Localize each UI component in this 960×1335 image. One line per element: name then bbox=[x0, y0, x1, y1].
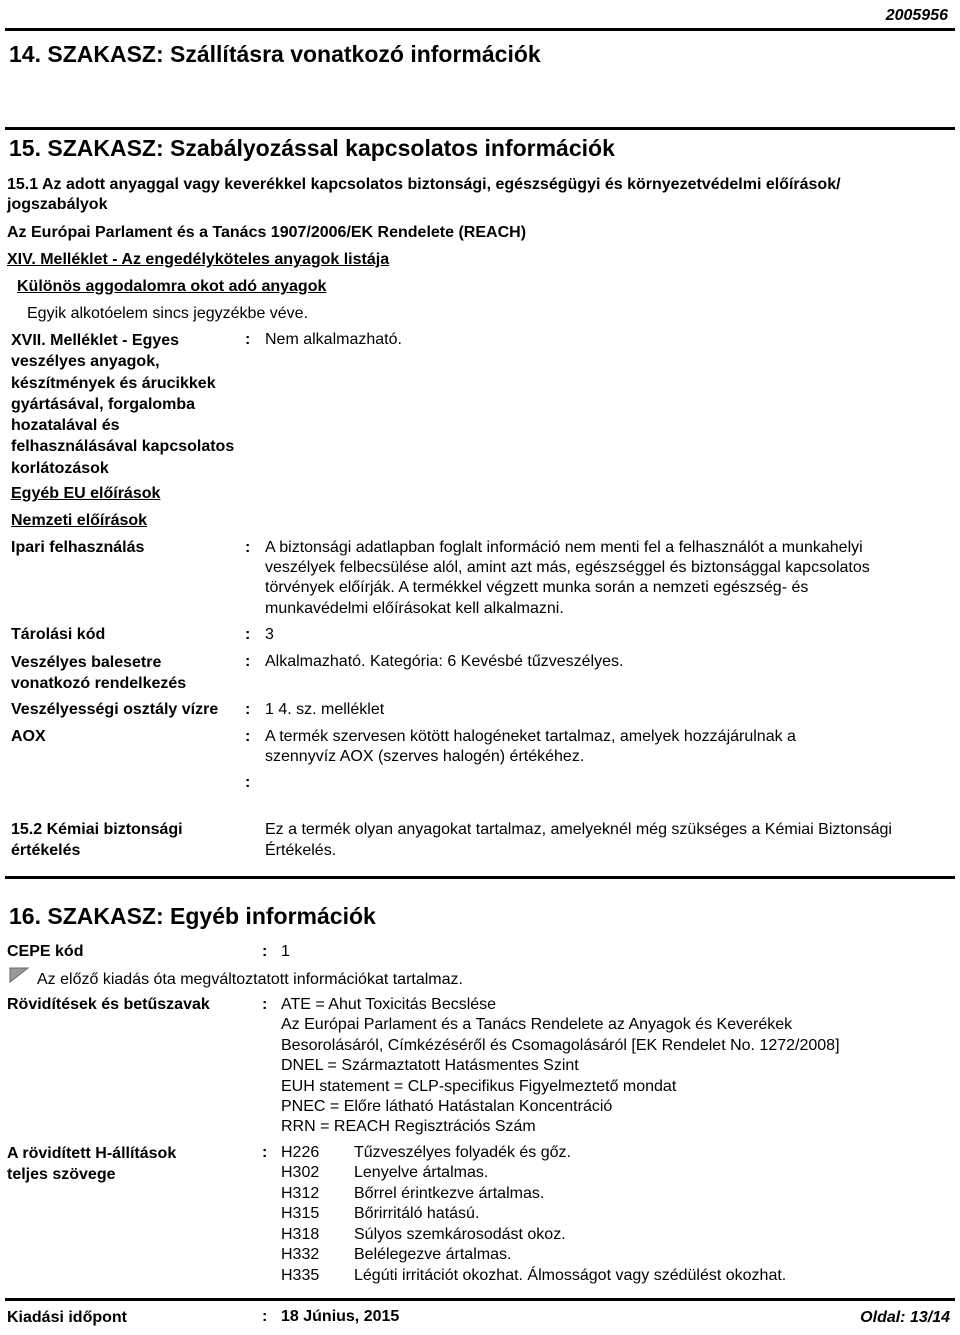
water-hazard-value: 1 4. sz. melléklet bbox=[265, 701, 385, 718]
aox-colon: : bbox=[245, 728, 251, 745]
h-statement-text: Tűzveszélyes folyadék és gőz. bbox=[354, 1144, 571, 1161]
issue-date-label: Kiadási időpont bbox=[7, 1309, 127, 1326]
section-14-title: 14. SZAKASZ: Szállításra vonatkozó információk bbox=[9, 41, 541, 67]
h-statement-text: Belélegezve ártalmas. bbox=[354, 1246, 512, 1263]
h-statement-code: H335 bbox=[281, 1267, 320, 1284]
water-hazard-label: Veszélyességi osztály vízre bbox=[11, 701, 219, 718]
document-number: 2005956 bbox=[885, 7, 948, 24]
annex-17-colon: : bbox=[245, 331, 251, 348]
annex-17-label: XVII. Melléklet - Egyes veszélyes anyagok, készítmények és árucikkek gyártásával, forgalomba hozatalával és felhasználásával kapcsolatos korlátozások bbox=[11, 332, 235, 477]
annex-14-heading: XIV. Melléklet - Az engedélyköteles anyagok listája bbox=[7, 251, 390, 268]
page-number: Oldal: 13/14 bbox=[860, 1309, 950, 1326]
footer-rule bbox=[5, 1298, 955, 1301]
abbreviations-label: Rövidítések és betűszavak bbox=[7, 996, 210, 1013]
accident-label: Veszélyes balesetre vonatkozó rendelkezés bbox=[11, 654, 187, 692]
h-statement-code: H302 bbox=[281, 1164, 320, 1181]
national-heading: Nemzeti előírások bbox=[11, 512, 148, 529]
abbreviations-colon: : bbox=[262, 996, 268, 1013]
changed-note: Az előző kiadás óta megváltoztatott információkat tartalmaz. bbox=[37, 971, 463, 988]
abbreviations-list bbox=[281, 995, 840, 1138]
accident-value: Alkalmazható. Kategória: 6 Kevésbé tűzveszélyes. bbox=[265, 653, 624, 670]
section-15-title: 15. SZAKASZ: Szabályozással kapcsolatos információk bbox=[9, 135, 615, 161]
reach-heading: Az Európai Parlament és a Tanács 1907/2006/EK Rendelete (REACH) bbox=[7, 224, 527, 241]
issue-date-colon: : bbox=[262, 1308, 268, 1325]
h-statement-text: Bőrirritáló hatású. bbox=[354, 1205, 480, 1222]
h-statement-text: Légúti irritációt okozhat. Álmosságot vagy szédülést okozhat. bbox=[354, 1267, 787, 1284]
issue-date-value: 18 Június, 2015 bbox=[281, 1308, 400, 1325]
storage-code-label: Tárolási kód bbox=[11, 626, 106, 643]
abbreviation-line: RRN = REACH Regisztrációs Szám bbox=[281, 1118, 536, 1136]
industrial-use-colon: : bbox=[245, 539, 251, 556]
section-16-title: 16. SZAKASZ: Egyéb információk bbox=[9, 903, 376, 929]
h-statement-code: H332 bbox=[281, 1246, 320, 1263]
none-listed-text: Egyik alkotóelem sincs jegyzékbe véve. bbox=[27, 305, 309, 322]
abbreviation-line: DNEL = Származtatott Hatásmentes Szint bbox=[281, 1057, 579, 1075]
abbreviation-line: Besorolásáról, Címkézéséről és Csomagolásáról [EK Rendelet No. 1272/2008] bbox=[281, 1036, 840, 1054]
abbreviation-line: PNEC = Előre látható Hatástalan Koncentráció bbox=[281, 1098, 613, 1116]
h-statement-code: H318 bbox=[281, 1226, 320, 1243]
section-16-rule bbox=[5, 876, 955, 879]
annex-17-value: Nem alkalmazható. bbox=[265, 331, 402, 348]
section-15-1-heading-line2: jogszabályok bbox=[7, 196, 108, 213]
industrial-use-value: A biztonsági adatlapban foglalt információ nem menti fel a felhasználót a munkahelyi veszélyek felbecsülése alól, amint azt más, egészséggel és biztonsággal kapcsolatos törvények előírják. A termékkel végzett munka során a nemzeti egészség- és munkavédelmi előírásokat kell alkalmazni. bbox=[265, 539, 870, 617]
water-hazard-colon: : bbox=[245, 701, 251, 718]
aox-value: A termék szervesen kötött halogéneket tartalmaz, amelyek hozzájárulnak a szennyvíz AOX (szerves halogén) értékéhez. bbox=[265, 728, 796, 765]
section-15-1-heading-line1: 15.1 Az adott anyaggal vagy keverékkel kapcsolatos biztonsági, egészségügyi és környezetvédelmi előírások/ bbox=[7, 176, 841, 193]
chemical-safety-value: Ez a termék olyan anyagokat tartalmaz, amelyeknél még szükséges a Kémiai Biztonsági Értékelés. bbox=[265, 821, 892, 859]
storage-code-colon: : bbox=[245, 626, 251, 643]
cepe-code-colon: : bbox=[262, 943, 268, 960]
h-statement-text: Súlyos szemkárosodást okoz. bbox=[354, 1226, 566, 1243]
accident-colon: : bbox=[245, 653, 251, 670]
section-15-rule bbox=[5, 127, 955, 130]
other-eu-heading: Egyéb EU előírások bbox=[11, 485, 161, 502]
aox-label: AOX bbox=[11, 728, 46, 745]
chemical-safety-label: 15.2 Kémiai biztonsági értékelés bbox=[11, 821, 183, 859]
change-marker-icon bbox=[9, 967, 29, 983]
h-statements-colon: : bbox=[262, 1144, 268, 1161]
h-statement-code: H312 bbox=[281, 1185, 320, 1202]
abbreviation-line: Az Európai Parlament és a Tanács Rendelete az Anyagok és Keverékek bbox=[281, 1016, 793, 1034]
h-statements-label: A rövidített H-állítások teljes szövege bbox=[7, 1145, 177, 1183]
abbreviation-line: EUH statement = CLP-specifikus Figyelmeztető mondat bbox=[281, 1077, 677, 1095]
cepe-code-value: 1 bbox=[281, 943, 290, 960]
h-statement-code: H226 bbox=[281, 1144, 320, 1161]
abbreviation-line: ATE = Ahut Toxicitás Becslése bbox=[281, 996, 497, 1013]
h-statement-text: Bőrrel érintkezve ártalmas. bbox=[354, 1185, 545, 1202]
storage-code-value: 3 bbox=[265, 626, 274, 643]
cepe-code-label: CEPE kód bbox=[7, 943, 84, 960]
empty-row-colon: : bbox=[245, 774, 251, 791]
h-statement-code: H315 bbox=[281, 1205, 320, 1222]
svhc-heading: Különös aggodalomra okot adó anyagok bbox=[17, 278, 327, 295]
industrial-use-label: Ipari felhasználás bbox=[11, 539, 145, 556]
h-statement-text: Lenyelve ártalmas. bbox=[354, 1164, 489, 1181]
header-rule bbox=[5, 28, 955, 31]
